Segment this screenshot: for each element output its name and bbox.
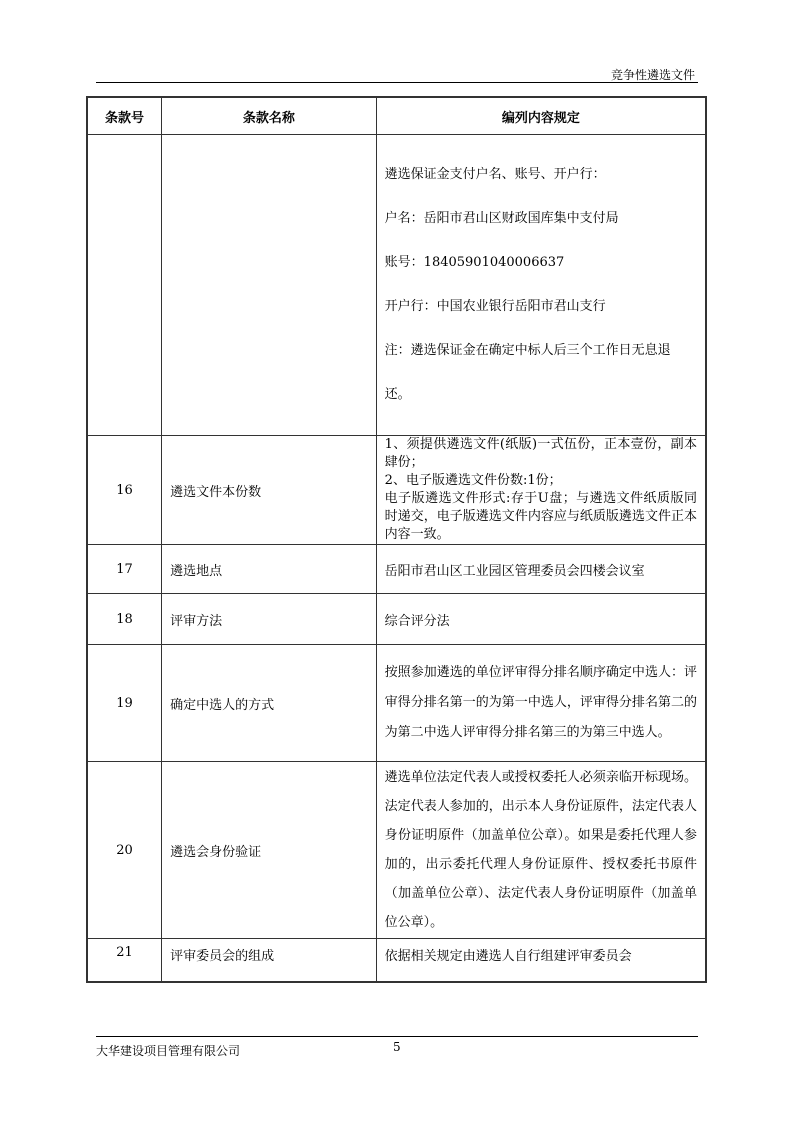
clause-content: 岳阳市君山区工业园区管理委员会四楼会议室 (376, 545, 706, 594)
table-row (87, 594, 706, 645)
table-row (87, 762, 706, 939)
clause-name: 确定中选人的方式 (162, 645, 377, 762)
header-clause-name: 条款名称 (162, 97, 377, 135)
page-number: 5 (393, 1040, 401, 1054)
clause-name: 遴选会身份验证 (162, 762, 377, 939)
header-content-rules: 编列内容规定 (376, 97, 706, 135)
clause-content: 按照参加遴选的单位评审得分排名顺序确定中选人：评审得分排名第一的为第一中选人，评审得分排名第二的为第二中选人评审得分排名第三的为第三中选人。 (384, 665, 697, 740)
footer-company-name: 大华建设项目管理有限公司 (96, 1044, 241, 1058)
table-header-row (87, 97, 706, 135)
clause-name: 评审委员会的组成 (162, 939, 377, 983)
deposit-line: 账号：18405901040006637 (384, 255, 565, 270)
footer-divider (96, 1036, 698, 1037)
table-row (87, 436, 706, 545)
clause-name: 遴选文件本份数 (162, 436, 377, 545)
table-row (87, 545, 706, 594)
clause-name: 评审方法 (162, 594, 377, 645)
deposit-line: 还。 (384, 387, 411, 402)
header-divider (96, 82, 698, 83)
clauses-table (86, 96, 707, 983)
clause-name-cell (162, 135, 377, 436)
deposit-line: 开户行：中国农业银行岳阳市君山支行 (384, 299, 606, 314)
document-header-title: 竞争性遴选文件 (610, 68, 695, 82)
clause-content: 依据相关规定由遴选人自行组建评审委员会 (376, 939, 706, 983)
clause-number: 21 (87, 939, 162, 983)
table-row (87, 645, 706, 762)
deposit-line: 遴选保证金支付户名、账号、开户行： (384, 167, 606, 182)
clause-number: 16 (87, 436, 162, 545)
clause-number: 17 (87, 545, 162, 594)
clause-content: 遴选单位法定代表人或授权委托人必须亲临开标现场。法定代表人参加的，出示本人身份证原件，法定代表人身份证明原件（加盖单位公章）。如果是委托代理人参加的，出示委托代理人身份证原件、授权委托书原件（加盖单位公章）、法定代表人身份证明原件（加盖单位公章）。 (384, 770, 697, 930)
clause-number: 19 (87, 645, 162, 762)
deposit-content-cell (376, 135, 706, 436)
clause-number-cell (87, 135, 162, 436)
clause-content-cell (376, 436, 706, 545)
clause-content-cell (376, 645, 706, 762)
clause-content-cell (376, 762, 706, 939)
clause-content: 综合评分法 (376, 594, 706, 645)
deposit-line: 注：遴选保证金在确定中标人后三个工作日无息退 (384, 343, 671, 358)
clause-content: 1、须提供遴选文件(纸版)一式伍份，正本壹份，副本肆份； 2、电子版遴选文件份数:1份； 电子版遴选文件形式:存于U盘；与遴选文件纸质版同时递交，电子版遴选文件内容应与纸质版遴选文件正本内容一致。 (384, 437, 697, 542)
header-clause-number: 条款号 (87, 97, 162, 135)
clause-number: 18 (87, 594, 162, 645)
table-row (87, 939, 706, 983)
deposit-line: 户名：岳阳市君山区财政国库集中支付局 (384, 211, 619, 226)
clause-name: 遴选地点 (162, 545, 377, 594)
clause-number: 20 (87, 762, 162, 939)
table-row-deposit (87, 135, 706, 436)
